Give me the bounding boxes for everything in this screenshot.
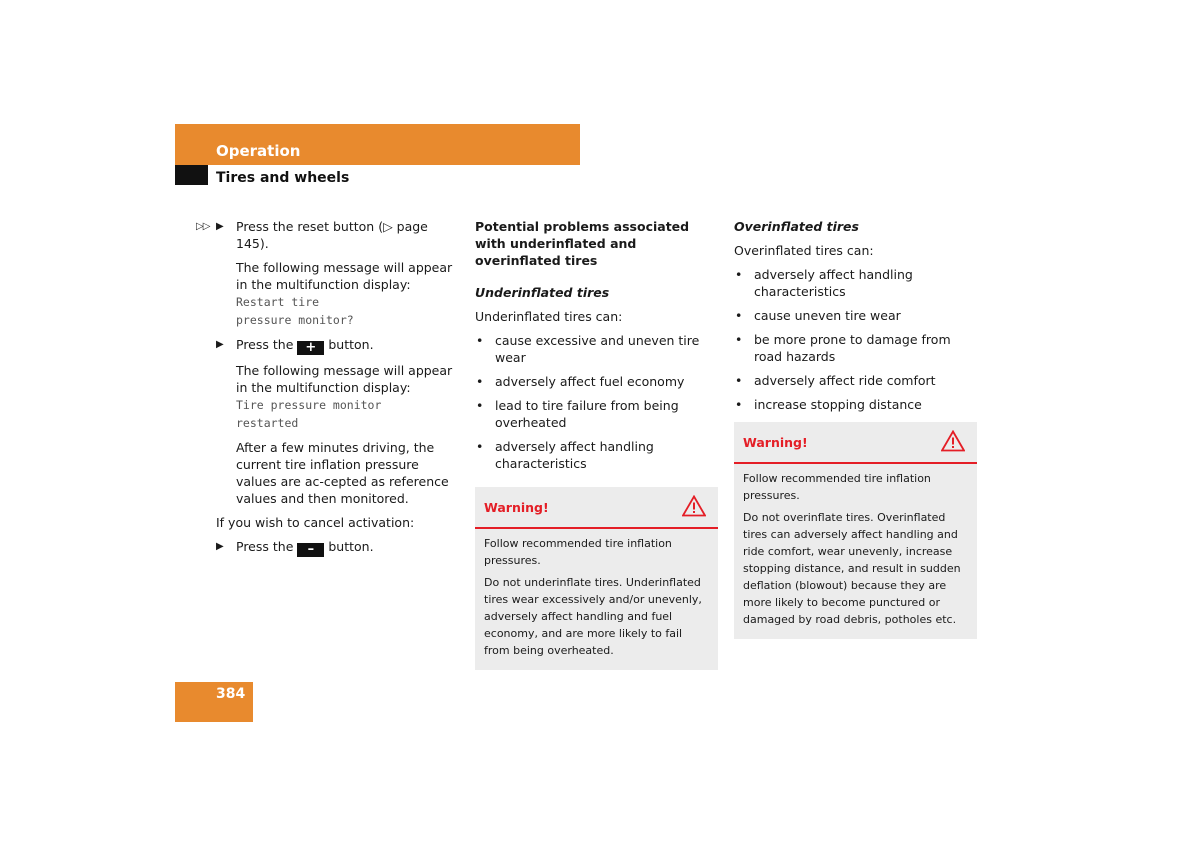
subheading-underinflated: Underinflated tires	[475, 285, 610, 300]
intro-text: Underinflated tires can:	[475, 309, 623, 324]
display-message-line: Tire pressure monitor	[236, 398, 382, 412]
warning-title: Warning!	[484, 500, 549, 515]
step-text: button.	[328, 337, 374, 352]
subsection-title: Tires and wheels	[216, 170, 350, 186]
underinflated-list	[475, 332, 718, 472]
warning-body	[734, 464, 977, 639]
plus-button-icon: +	[297, 341, 324, 355]
step-minus	[196, 538, 461, 557]
step-text: Press the	[236, 539, 294, 554]
section-tab-marker	[175, 165, 208, 185]
column-instructions	[196, 218, 461, 564]
step-reset-text: Press the reset button (▷ page 145).	[236, 219, 428, 251]
warning-triangle-icon	[941, 430, 965, 452]
minus-button-icon: –	[297, 543, 324, 557]
list-item: • increase stopping distance	[734, 396, 977, 413]
warning-box-underinflated	[475, 487, 718, 670]
warning-text: Do not overinflate tires. Overinflated tires can adversely affect handling and ride comfort, wear unevenly, increase stopping distance, and result in sudden deflation (blowout) because they are more likely to become punctured or damaged by road debris, potholes etc.	[743, 511, 961, 626]
triangle-right-icon: ▶	[216, 339, 224, 350]
message-block-1	[196, 259, 461, 329]
list-item: • adversely affect ride comfort	[734, 372, 977, 389]
warning-box-overinflated	[734, 422, 977, 639]
warning-text: Follow recommended tire inflation pressures.	[743, 472, 931, 502]
display-message-line: restarted	[236, 416, 299, 430]
triangle-right-icon: ▶	[216, 541, 224, 552]
overinflated-list	[734, 266, 977, 413]
subheading-overinflated: Overinflated tires	[734, 219, 859, 234]
list-item: • cause uneven tire wear	[734, 307, 977, 324]
column-underinflated	[475, 218, 718, 670]
list-item: • be more prone to damage from road hazards	[734, 331, 977, 365]
section-title: Operation	[216, 142, 301, 160]
cancel-text: If you wish to cancel activation:	[216, 515, 415, 530]
message-intro: The following message will appear in the multifunction display:	[236, 363, 453, 395]
step-text: Press the	[236, 337, 294, 352]
message-intro: The following message will appear in the multifunction display:	[236, 260, 453, 292]
list-item: • cause excessive and uneven tire wear	[475, 332, 718, 366]
intro-text: Overinflated tires can:	[734, 243, 874, 258]
warning-header	[734, 422, 977, 464]
display-message-line: Restart tire	[236, 295, 320, 309]
warning-title: Warning!	[743, 435, 808, 450]
after-driving-text: After a few minutes driving, the current tire inflation pressure values are ac-cepted as reference values and then monitored.	[236, 440, 449, 506]
warning-body	[475, 529, 718, 670]
message-block-2	[196, 362, 461, 432]
step-plus	[196, 336, 461, 355]
page-number: 384	[216, 686, 246, 702]
warning-text: Follow recommended tire inflation pressures.	[484, 537, 672, 567]
triangle-right-icon: ▶	[216, 221, 224, 232]
warning-header	[475, 487, 718, 529]
list-item: • adversely affect handling characteristics	[734, 266, 977, 300]
list-item: • adversely affect fuel economy	[475, 373, 718, 390]
list-item: • lead to tire failure from being overheated	[475, 397, 718, 431]
column-overinflated	[734, 218, 977, 639]
warning-text: Do not underinflate tires. Underinflated tires wear excessively and/or unevenly, adversely affect handling and fuel economy, and are more likely to fail from being overheated.	[484, 576, 702, 657]
display-message-line: pressure monitor?	[236, 313, 354, 327]
step-reset	[196, 218, 461, 252]
step-text: button.	[328, 539, 374, 554]
warning-triangle-icon	[682, 495, 706, 517]
list-item: • adversely affect handling characteristics	[475, 438, 718, 472]
section-heading: Potential problems associated with underinflated and overinflated tires	[475, 219, 690, 268]
continued-marker: ▷▷	[196, 221, 210, 232]
